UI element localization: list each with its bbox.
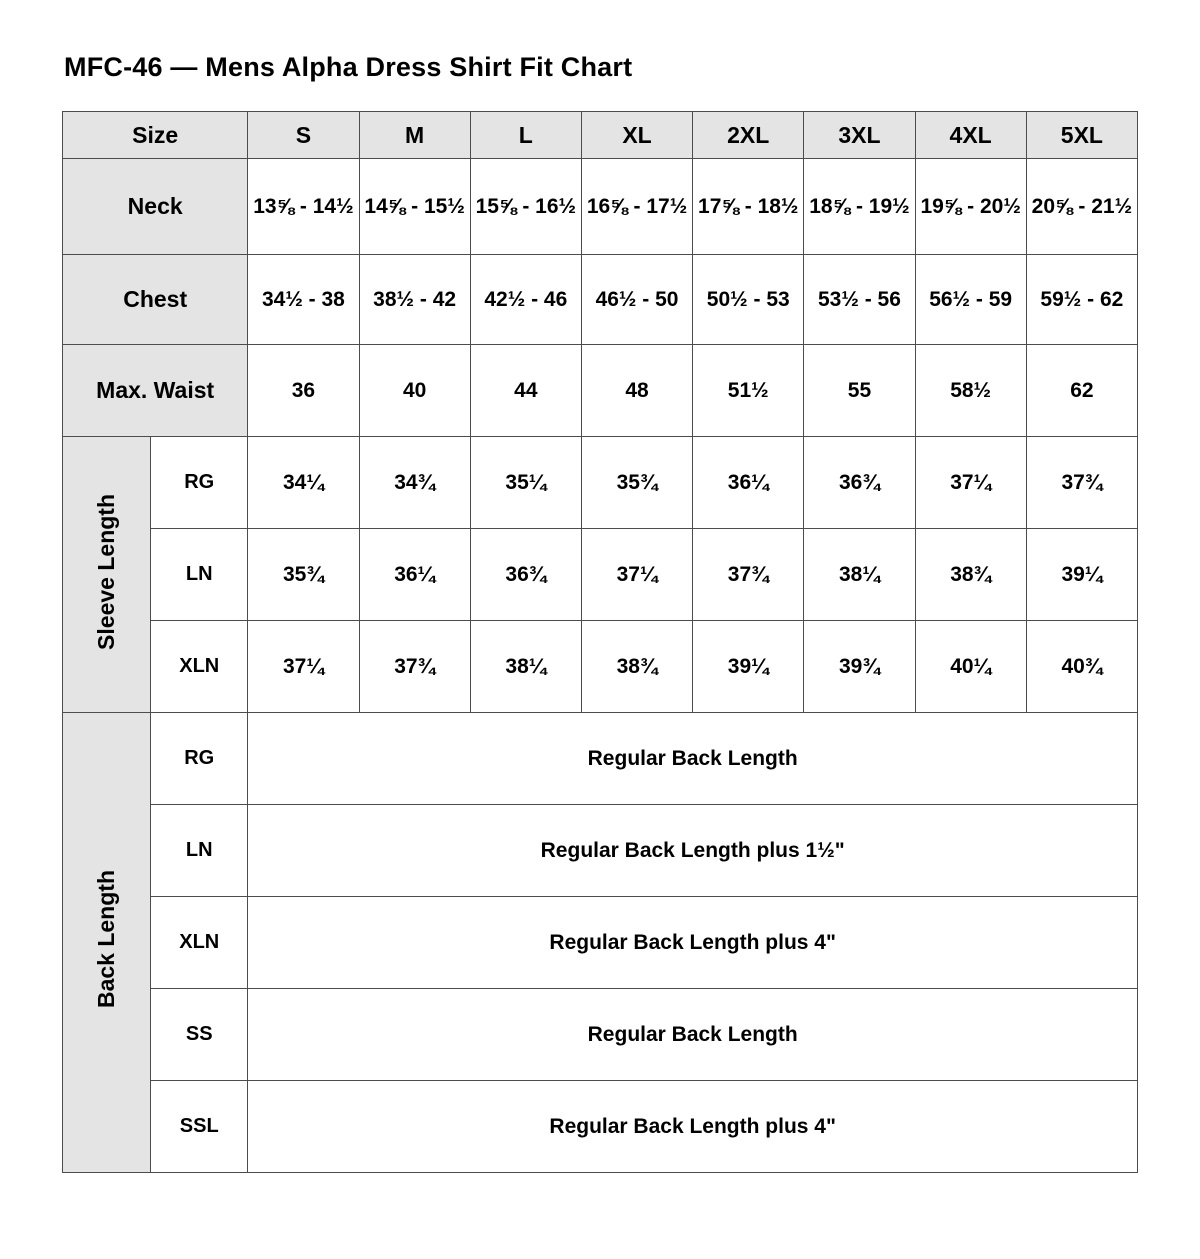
- chest-value: 46½ - 50: [581, 255, 692, 345]
- back-rg-text: Regular Back Length: [248, 713, 1138, 805]
- sleeve-xln-value: 39¾: [804, 621, 915, 713]
- sleeve-xln-value: 37¾: [359, 621, 470, 713]
- sleeve-length-group-label: [63, 437, 151, 713]
- sleeve-rg-code: RG: [151, 437, 248, 529]
- back-ssl-code: SSL: [151, 1081, 248, 1173]
- sleeve-rg-value: 34¼: [248, 437, 359, 529]
- neck-value: 20⅝ - 21½: [1026, 159, 1137, 255]
- sleeve-length-label-text: Sleeve Length: [93, 493, 120, 650]
- back-ln-row: [63, 805, 1138, 897]
- size-col-header-3xl: 3XL: [804, 112, 915, 159]
- fit-chart-table: [62, 111, 1138, 1173]
- neck-value: 16⅝ - 17½: [581, 159, 692, 255]
- neck-value: 18⅝ - 19½: [804, 159, 915, 255]
- max-waist-row: [63, 345, 1138, 437]
- sleeve-ln-value: 37¾: [693, 529, 804, 621]
- back-ss-row: [63, 989, 1138, 1081]
- max-waist-value: 55: [804, 345, 915, 437]
- sleeve-xln-code: XLN: [151, 621, 248, 713]
- sleeve-xln-value: 40¼: [915, 621, 1026, 713]
- sleeve-xln-row: [63, 621, 1138, 713]
- chest-value: 50½ - 53: [693, 255, 804, 345]
- sleeve-xln-value: 38¾: [581, 621, 692, 713]
- chest-row-label: Chest: [63, 255, 248, 345]
- chest-value: 53½ - 56: [804, 255, 915, 345]
- sleeve-ln-value: 38¾: [915, 529, 1026, 621]
- back-ssl-row: [63, 1081, 1138, 1173]
- sleeve-ln-value: 36¼: [359, 529, 470, 621]
- back-xln-row: [63, 897, 1138, 989]
- size-col-header-xl: XL: [581, 112, 692, 159]
- header-row: [63, 112, 1138, 159]
- neck-value: 19⅝ - 20½: [915, 159, 1026, 255]
- chest-value: 38½ - 42: [359, 255, 470, 345]
- size-col-header-4xl: 4XL: [915, 112, 1026, 159]
- back-ln-text: Regular Back Length plus 1½": [248, 805, 1138, 897]
- sleeve-ln-code: LN: [151, 529, 248, 621]
- sleeve-rg-row: [63, 437, 1138, 529]
- neck-value: 14⅝ - 15½: [359, 159, 470, 255]
- max-waist-value: 44: [470, 345, 581, 437]
- size-col-header-2xl: 2XL: [693, 112, 804, 159]
- back-length-label-text: Back Length: [93, 870, 120, 1009]
- sleeve-ln-value: 36¾: [470, 529, 581, 621]
- neck-row-label: Neck: [63, 159, 248, 255]
- sleeve-rg-value: 35¼: [470, 437, 581, 529]
- chest-row: [63, 255, 1138, 345]
- back-length-group-label: [63, 713, 151, 1173]
- back-ss-code: SS: [151, 989, 248, 1081]
- max-waist-value: 62: [1026, 345, 1137, 437]
- back-rg-row: [63, 713, 1138, 805]
- size-col-header-5xl: 5XL: [1026, 112, 1137, 159]
- chest-value: 59½ - 62: [1026, 255, 1137, 345]
- sleeve-rg-value: 35¾: [581, 437, 692, 529]
- back-xln-code: XLN: [151, 897, 248, 989]
- sleeve-rg-value: 34¾: [359, 437, 470, 529]
- sleeve-ln-value: 37¼: [581, 529, 692, 621]
- sleeve-ln-row: [63, 529, 1138, 621]
- max-waist-value: 40: [359, 345, 470, 437]
- sleeve-xln-value: 37¼: [248, 621, 359, 713]
- sleeve-ln-value: 35¾: [248, 529, 359, 621]
- sleeve-rg-value: 36¼: [693, 437, 804, 529]
- max-waist-value: 51½: [693, 345, 804, 437]
- max-waist-row-label: Max. Waist: [63, 345, 248, 437]
- back-ln-code: LN: [151, 805, 248, 897]
- max-waist-value: 36: [248, 345, 359, 437]
- neck-value: 17⅝ - 18½: [693, 159, 804, 255]
- back-xln-text: Regular Back Length plus 4": [248, 897, 1138, 989]
- neck-row: [63, 159, 1138, 255]
- sleeve-rg-value: 36¾: [804, 437, 915, 529]
- chest-value: 56½ - 59: [915, 255, 1026, 345]
- neck-value: 13⅝ - 14½: [248, 159, 359, 255]
- size-col-header-m: M: [359, 112, 470, 159]
- size-header-cell: Size: [63, 112, 248, 159]
- back-rg-code: RG: [151, 713, 248, 805]
- sleeve-rg-value: 37¾: [1026, 437, 1137, 529]
- size-col-header-s: S: [248, 112, 359, 159]
- sleeve-xln-value: 39¼: [693, 621, 804, 713]
- size-col-header-l: L: [470, 112, 581, 159]
- back-ssl-text: Regular Back Length plus 4": [248, 1081, 1138, 1173]
- sleeve-rg-value: 37¼: [915, 437, 1026, 529]
- neck-value: 15⅝ - 16½: [470, 159, 581, 255]
- page-title: MFC-46 — Mens Alpha Dress Shirt Fit Chart: [64, 52, 633, 82]
- max-waist-value: 48: [581, 345, 692, 437]
- sleeve-xln-value: 38¼: [470, 621, 581, 713]
- chest-value: 34½ - 38: [248, 255, 359, 345]
- sleeve-ln-value: 38¼: [804, 529, 915, 621]
- max-waist-value: 58½: [915, 345, 1026, 437]
- chest-value: 42½ - 46: [470, 255, 581, 345]
- sleeve-xln-value: 40¾: [1026, 621, 1137, 713]
- back-ss-text: Regular Back Length: [248, 989, 1138, 1081]
- sleeve-ln-value: 39¼: [1026, 529, 1137, 621]
